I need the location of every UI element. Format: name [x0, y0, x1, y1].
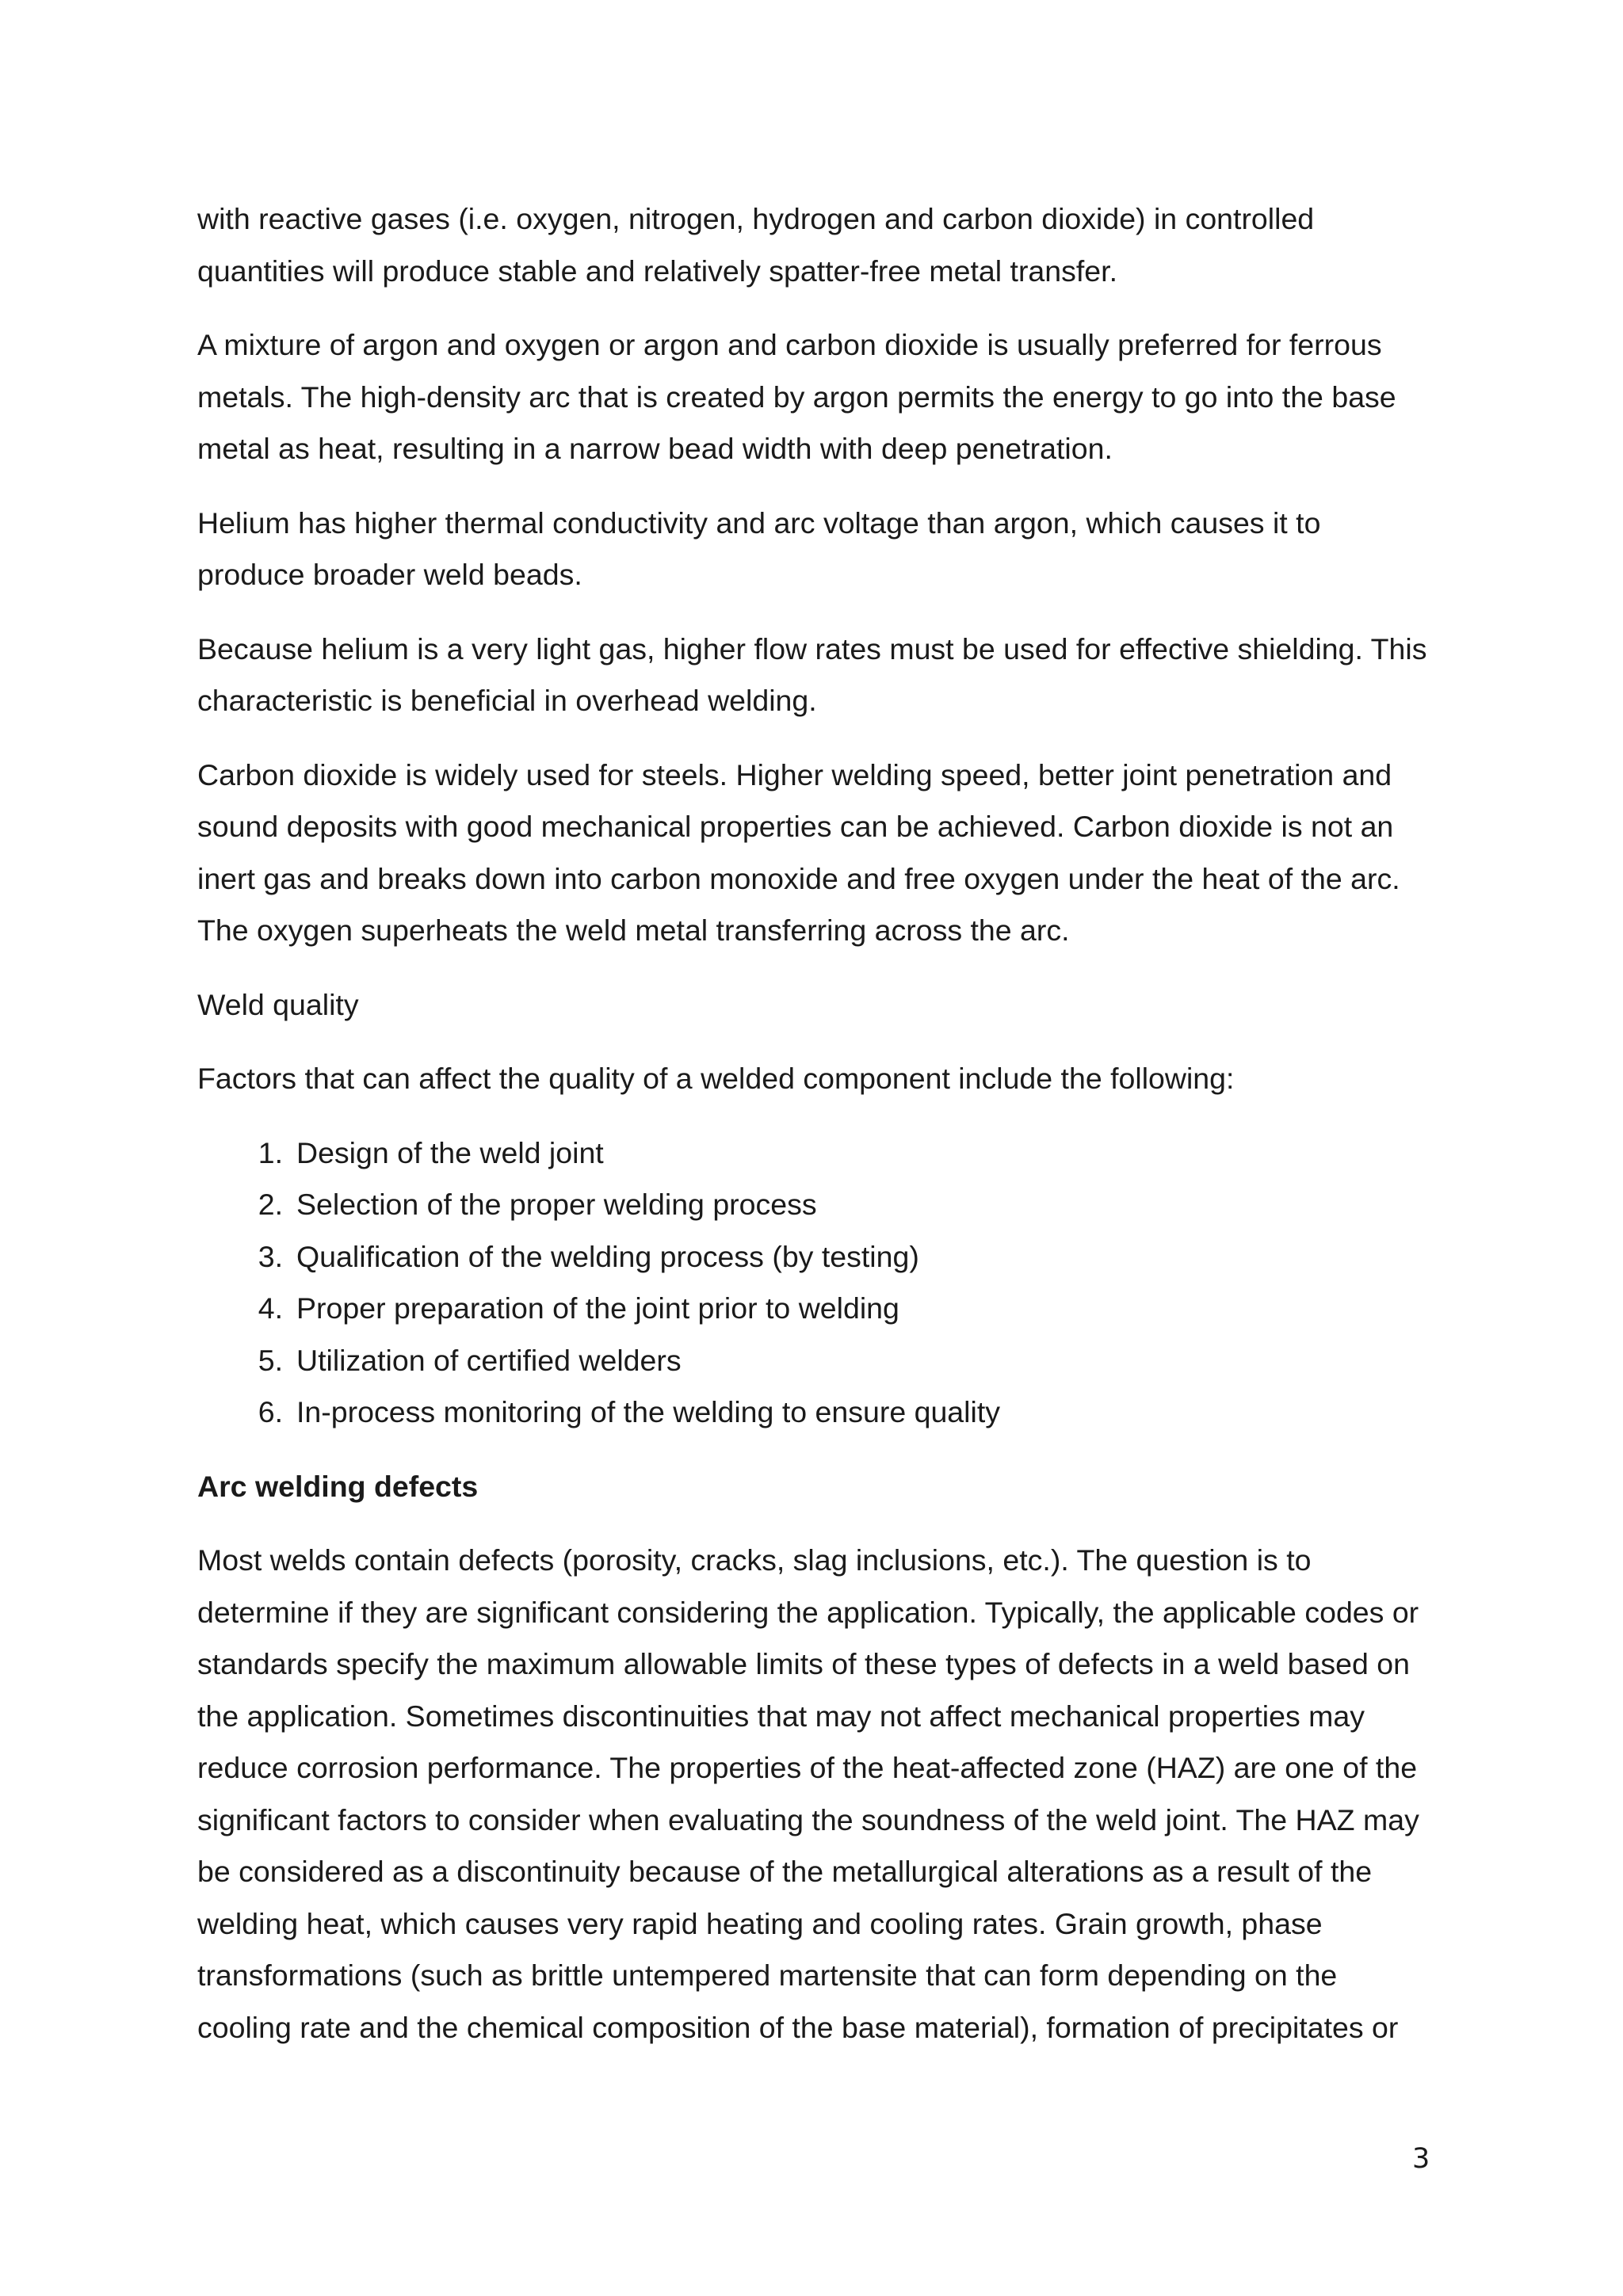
- paragraph-carbon-dioxide: Carbon dioxide is widely used for steels. Higher welding speed, better joint penetration and sound deposits with good mechanical properties can be achieved. Carbon dioxide is not an inert gas and breaks down into carbon monoxide and free oxygen under the heat of the arc. The oxygen superheats the weld metal transferring across the arc.: [197, 757, 1400, 947]
- list-item-number: 5.: [258, 1343, 283, 1377]
- list-item: [197, 1386, 1434, 1439]
- list-item-number: 4.: [258, 1291, 283, 1325]
- section-body: Most welds contain defects (porosity, cracks, slag inclusions, etc.). The question is to determine if they are significant considering the application. Typically, the applicable codes or standards specify the maximum allowable limits of these types of defects in a weld based on the application. Sometimes discontinuities that may not affect mechanical properties may reduce corrosion performance. The properties of the heat-affected zone (HAZ) are one of the significant factors to consider when evaluating the soundness of the weld joint. The HAZ may be considered as a discontinuity because of the metallurgical alterations as a result of the welding heat, which causes very rapid heating and cooling rates. Grain growth, phase transformations (such as brittle untempered martensite that can form depending on the cooling rate and the chemical composition of the base material), formation of precipitates or: [197, 1543, 1419, 2044]
- list-item: [197, 1231, 1434, 1283]
- list-item: [197, 1127, 1434, 1180]
- page-number: 3: [1412, 2143, 1430, 2175]
- list-item-number: 3.: [258, 1239, 283, 1273]
- list-item-text: Utilization of certified welders: [296, 1343, 682, 1377]
- list-item-number: 2.: [258, 1188, 283, 1221]
- paragraph-helium-flow: Because helium is a very light gas, higher flow rates must be used for effective shielding. This characteristic is beneficial in overhead welding.: [197, 631, 1427, 717]
- list-item: [197, 1179, 1434, 1231]
- list-item-text: In-process monitoring of the welding to ensure quality: [296, 1395, 1000, 1428]
- list-item-number: 6.: [258, 1395, 283, 1428]
- paragraph-helium-conductivity: Helium has higher thermal conductivity and arc voltage than argon, which causes it to produce broader weld beads.: [197, 505, 1321, 591]
- paragraph-argon-mixture: A mixture of argon and oxygen or argon and carbon dioxide is usually preferred for ferrous metals. The high-density arc that is created by argon permits the energy to go into the base metal as heat, resulting in a narrow bead width with deep penetration.: [197, 328, 1396, 465]
- list-item-text: Proper preparation of the joint prior to welding: [296, 1291, 899, 1325]
- section-heading: Arc welding defects: [197, 1469, 479, 1503]
- factors-intro: Factors that can affect the quality of a welded component include the following:: [197, 1062, 1235, 1095]
- factors-list: [197, 1127, 1434, 1439]
- page-content: [197, 193, 1434, 2054]
- list-item-text: Selection of the proper welding process: [296, 1188, 817, 1221]
- list-item: [197, 1335, 1434, 1387]
- weld-quality-label: Weld quality: [197, 987, 359, 1021]
- list-item-number: 1.: [258, 1135, 283, 1169]
- list-item-text: Qualification of the welding process (by testing): [296, 1239, 919, 1273]
- list-item-text: Design of the weld joint: [296, 1135, 604, 1169]
- list-item: [197, 1283, 1434, 1335]
- paragraph-reactive-gases: with reactive gases (i.e. oxygen, nitrogen, hydrogen and carbon dioxide) in controlled quantities will produce stable and relatively spatter-free metal transfer.: [197, 202, 1315, 288]
